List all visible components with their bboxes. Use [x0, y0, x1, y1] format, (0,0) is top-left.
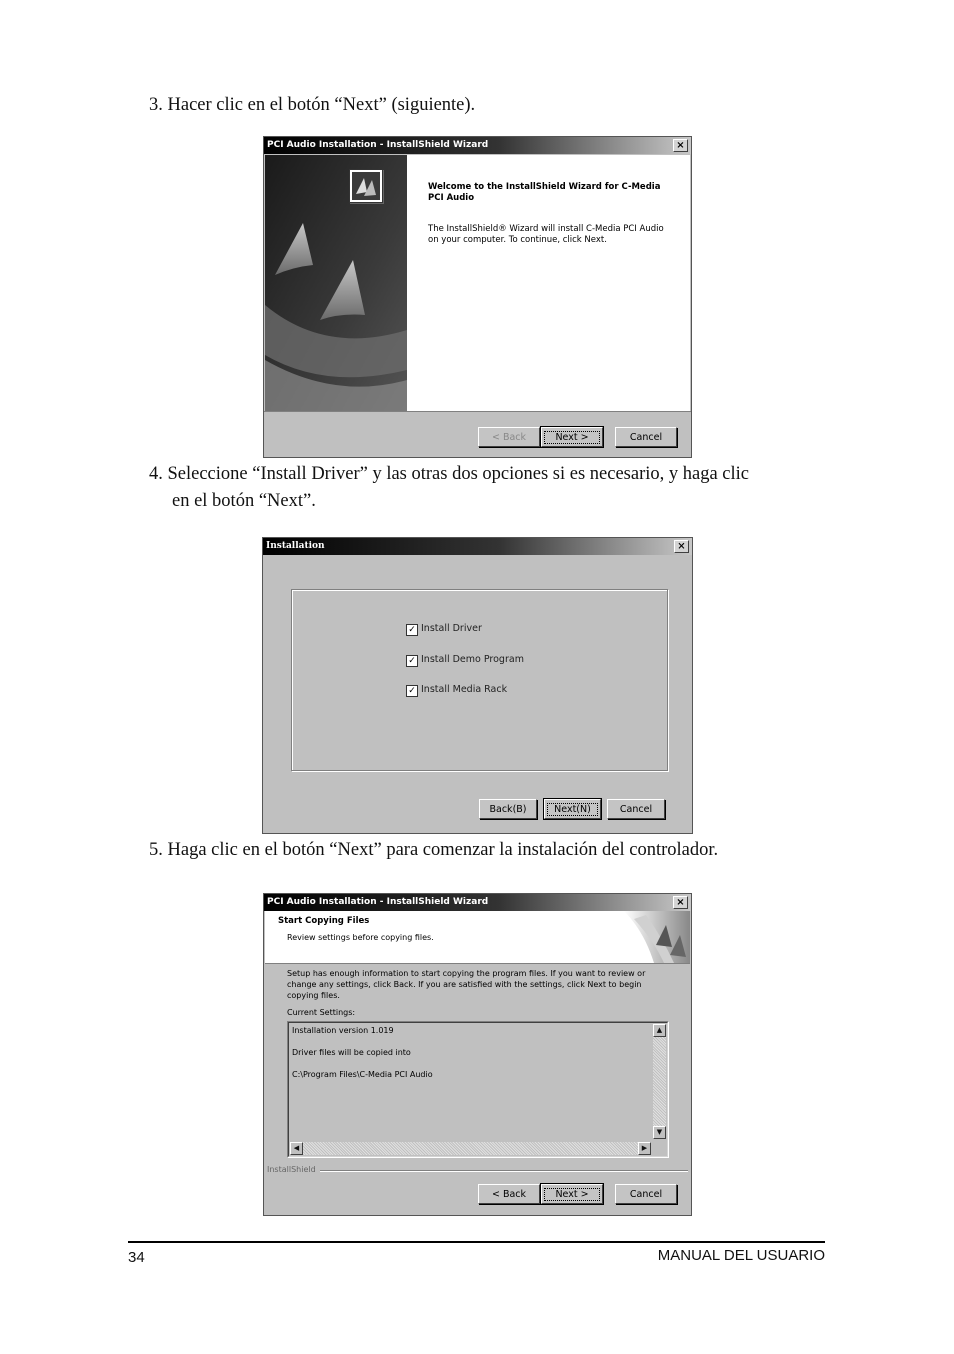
next-button[interactable]	[544, 799, 601, 819]
settings-line: Driver files will be copied into	[292, 1048, 411, 1057]
close-button[interactable]: ×	[674, 540, 689, 553]
options-group	[291, 589, 668, 771]
section-subheading: Review settings before copying files.	[287, 933, 434, 942]
dialog-title: Installation	[266, 541, 325, 551]
settings-listbox[interactable]	[287, 1021, 669, 1158]
installshield-brand: InstallShield	[267, 1164, 320, 1175]
separator	[264, 411, 691, 412]
install-media-rack-checkbox[interactable]: ✓	[406, 685, 418, 697]
scroll-right-icon[interactable]: ▶	[638, 1142, 651, 1155]
settings-line: C:\Program Files\C-Media PCI Audio	[292, 1070, 433, 1079]
cancel-button[interactable]: Cancel	[615, 1184, 677, 1204]
step-4-text-line2: en el botón “Next”.	[172, 491, 316, 511]
wizard-logo-icon	[349, 169, 383, 203]
install-demo-checkbox[interactable]: ✓	[406, 655, 418, 667]
close-button[interactable]: ×	[673, 139, 688, 152]
install-driver-checkbox[interactable]: ✓	[406, 624, 418, 636]
intro-text: Setup has enough information to start copying the program files. If you want to review or change any settings, click Back. If you are satisfied with the settings, click Next to begin copying files.	[287, 969, 646, 1000]
close-button[interactable]: ×	[673, 896, 688, 909]
wizard-side-graphic	[265, 155, 407, 411]
step-5-text: 5. Haga clic en el botón “Next” para comenzar la instalación del controlador.	[149, 840, 719, 860]
scroll-down-icon[interactable]: ▼	[653, 1126, 666, 1139]
step-3-text: 3. Hacer clic en el botón “Next” (siguiente).	[149, 95, 476, 115]
footer-rule	[128, 1241, 825, 1243]
manual-title: MANUAL DEL USUARIO	[657, 1247, 825, 1264]
next-button-label: Next(N)	[547, 803, 598, 816]
welcome-body: The InstallShield® Wizard will install C-Media PCI Audio on your computer. To continue, click Next.	[428, 224, 664, 245]
page-number: 34	[128, 1249, 145, 1266]
cancel-button[interactable]: Cancel	[615, 427, 677, 447]
next-button[interactable]	[541, 427, 603, 447]
next-button-label: Next >	[544, 431, 599, 444]
header-panel	[265, 911, 690, 964]
welcome-dialog	[263, 136, 692, 458]
vertical-scrollbar[interactable]	[653, 1024, 666, 1139]
title-bar	[263, 538, 692, 555]
wizard-header-graphic	[594, 911, 690, 963]
installation-dialog	[262, 537, 693, 834]
welcome-content-panel	[407, 155, 690, 411]
scroll-up-icon[interactable]: ▲	[653, 1024, 666, 1037]
cancel-button[interactable]: Cancel	[607, 799, 665, 819]
back-button[interactable]: < Back	[478, 1184, 540, 1204]
copy-files-dialog	[263, 893, 692, 1216]
install-demo-label: Install Demo Program	[421, 654, 524, 665]
title-bar	[264, 894, 691, 911]
current-settings-label: Current Settings:	[287, 1008, 356, 1017]
next-button-label: Next >	[544, 1188, 599, 1201]
step-4-text-line1: 4. Seleccione “Install Driver” y las otras dos opciones si es necesario, y haga clic	[149, 464, 750, 484]
horizontal-scrollbar[interactable]	[290, 1142, 651, 1155]
back-button[interactable]: < Back	[478, 427, 540, 447]
scroll-left-icon[interactable]: ◀	[290, 1142, 303, 1155]
dialog-title: PCI Audio Installation - InstallShield Wizard	[267, 140, 489, 150]
title-bar	[264, 137, 691, 154]
install-driver-label: Install Driver	[421, 623, 482, 634]
section-heading: Start Copying Files	[278, 916, 370, 926]
next-button[interactable]	[541, 1184, 603, 1204]
install-media-rack-label: Install Media Rack	[421, 684, 508, 695]
back-button[interactable]: Back(B)	[479, 799, 537, 819]
installshield-divider	[267, 1170, 688, 1172]
welcome-heading: Welcome to the InstallShield Wizard for C-Media PCI Audio	[428, 182, 661, 203]
dialog-title: PCI Audio Installation - InstallShield Wizard	[267, 897, 489, 907]
settings-line: Installation version 1.019	[292, 1026, 394, 1035]
